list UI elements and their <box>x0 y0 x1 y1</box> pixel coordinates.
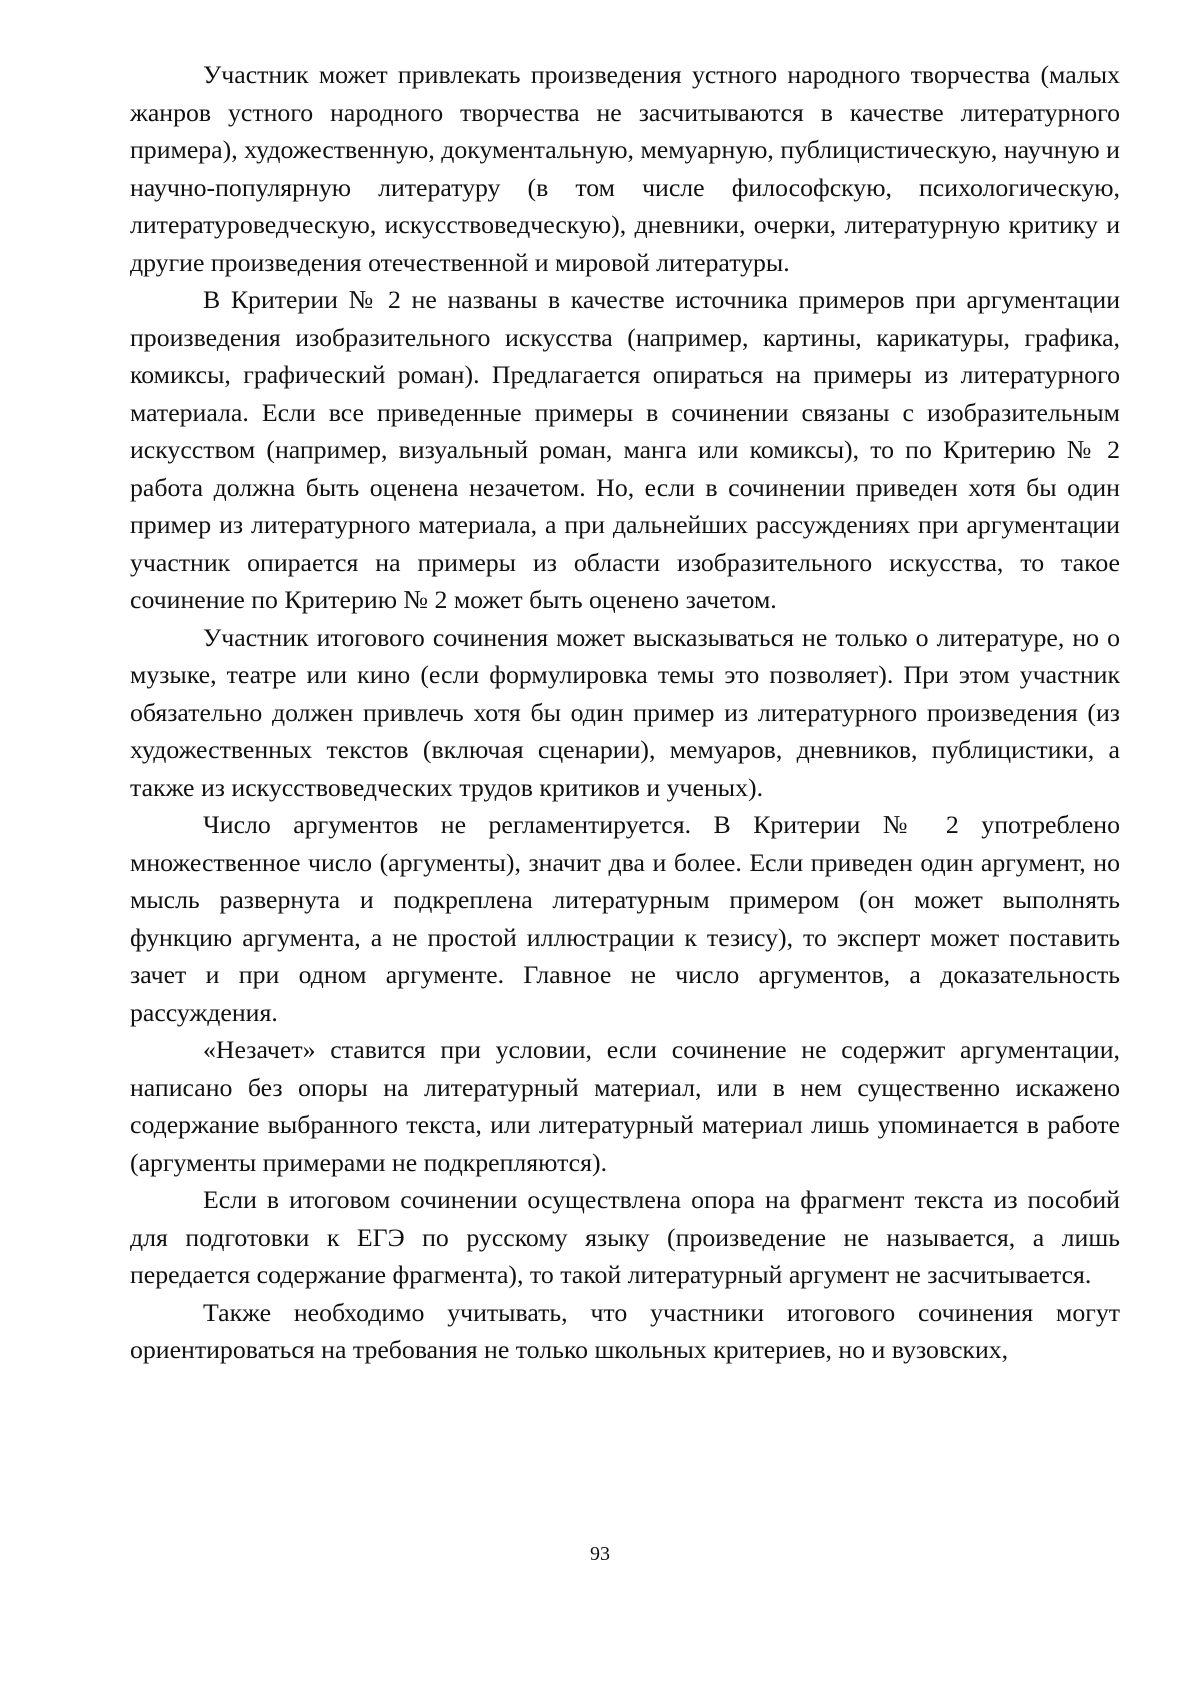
paragraph-exam-manuals: Если в итоговом сочинении осуществлена опора на фрагмент текста из пособий для подготовки к ЕГЭ по русскому языку (произведение не называется, а лишь передается содержание фрагмента), то такой литературный аргумент не засчитывается. <box>130 1185 1120 1289</box>
paragraph-fine-art: В Критерии № 2 не названы в качестве источника примеров при аргументации произведения изобразительного искусства (например, картины, карикатуры, графика, комиксы, графический роман). Предлагается опираться на примеры из литературного материала. Если все приведенные примеры в сочинении связаны с изобразительным искусством (например, визуальный роман, манга или комиксы), то по Критерию № 2 работа должна быть оценена незачетом. Но, если в сочинении приведен хотя бы один пример из литературного материала, а при дальнейших рассуждениях при аргументации участник опирается на примеры из области изобразительного искусства, то такое сочинение по Критерию № 2 может быть оценено зачетом. <box>130 285 1120 614</box>
paragraph-university-criteria: Также необходимо учитывать, что участники итогового сочинения могут ориентироваться на требования не только школьных критериев, но и вузовских, <box>130 1297 1120 1364</box>
paragraph-music-theatre: Участник итогового сочинения может высказываться не только о литературе, но о музыке, театре или кино (если формулировка темы это позволяет). При этом участник обязательно должен привлечь хотя бы один пример из литературного произведения (из художественных текстов (включая сценарии), мемуаров, дневников, публицистики, а также из искусствоведческих трудов критиков и ученых). <box>130 622 1120 802</box>
page-number: 93 <box>590 1543 610 1565</box>
paragraph-sources: Участник может привлекать произведения устного народного творчества (малых жанров устного народного творчества не засчитываются в качестве литературного примера), художественную, документальную, мемуарную, публицистическую, научную и научно-популярную литературу (в том числе философскую, психологическую, литературоведческую, искусствоведческую), дневники, очерки, литературную критику и другие произведения отечественной и мировой литературы. <box>130 60 1120 277</box>
body-text <box>130 56 1120 1369</box>
paragraph-fail-condition: «Незачет» ставится при условии, если сочинение не содержит аргументации, написано без опоры на литературный материал, или в нем существенно искажено содержание выбранного текста, или литературный материал лишь упоминается в работе (аргументы примерами не подкрепляются). <box>130 1035 1120 1177</box>
paragraph-argument-count: Число аргументов не регламентируется. В Критерии № 2 употреблено множественное число (аргументы), значит два и более. Если приведен один аргумент, но мысль развернута и подкреплена литературным примером (он может выполнять функцию аргумента, а не простой иллюстрации к тезису), то эксперт может поставить зачет и при одном аргументе. Главное не число аргументов, а доказательность рассуждения. <box>130 810 1120 1027</box>
